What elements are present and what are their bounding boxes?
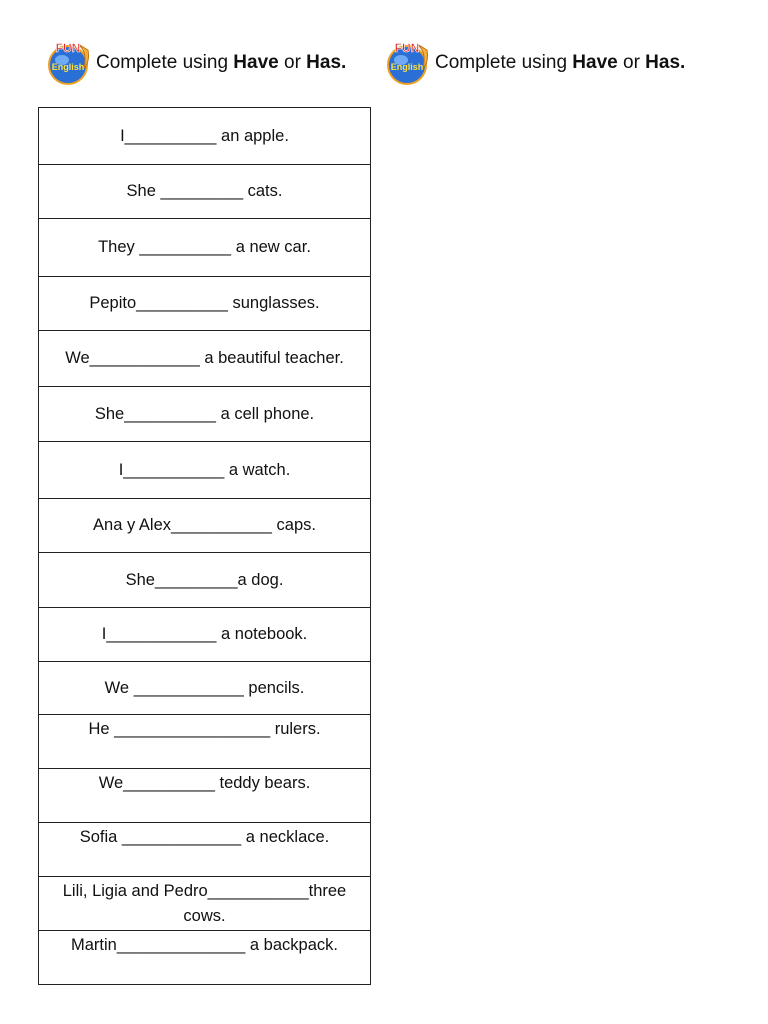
exercise-sentence-7: I___________ a watch. bbox=[39, 442, 371, 499]
exercise-sentence-2: She _________ cats. bbox=[39, 165, 371, 219]
worksheet-table bbox=[38, 107, 371, 985]
exercise-sentence-11: We ____________ pencils. bbox=[39, 662, 371, 715]
exercise-sentence-8: Ana y Alex___________ caps. bbox=[39, 499, 371, 553]
exercise-sentence-1: I__________ an apple. bbox=[39, 108, 371, 165]
exercise-sentence-5: We____________ a beautiful teacher. bbox=[39, 331, 371, 387]
instruction-text: Complete using Have or Has. bbox=[96, 52, 347, 73]
svg-text:English: English bbox=[390, 62, 424, 72]
fun-english-logo bbox=[383, 38, 433, 88]
exercise-sentence-4: Pepito__________ sunglasses. bbox=[39, 277, 371, 331]
svg-text:FUN: FUN bbox=[394, 41, 420, 55]
exercise-sentence-6: She__________ a cell phone. bbox=[39, 387, 371, 442]
exercise-sentence-16: Martin______________ a backpack. bbox=[39, 931, 371, 985]
svg-text:FUN: FUN bbox=[55, 41, 81, 55]
instruction-header-1 bbox=[44, 38, 346, 88]
exercise-sentence-3: They __________ a new car. bbox=[39, 219, 371, 277]
instruction-header-2 bbox=[383, 38, 685, 88]
exercise-sentence-12: He _________________ rulers. bbox=[39, 715, 371, 769]
exercise-sentence-15: Lili, Ligia and Pedro___________three cows. bbox=[39, 877, 371, 931]
svg-text:English: English bbox=[51, 62, 85, 72]
instruction-text: Complete using Have or Has. bbox=[435, 52, 686, 73]
exercise-sentence-10: I____________ a notebook. bbox=[39, 608, 371, 662]
exercise-sentence-9: She_________a dog. bbox=[39, 553, 371, 608]
fun-english-logo bbox=[44, 38, 94, 88]
exercise-sentence-14: Sofia _____________ a necklace. bbox=[39, 823, 371, 877]
exercise-sentence-13: We__________ teddy bears. bbox=[39, 769, 371, 823]
